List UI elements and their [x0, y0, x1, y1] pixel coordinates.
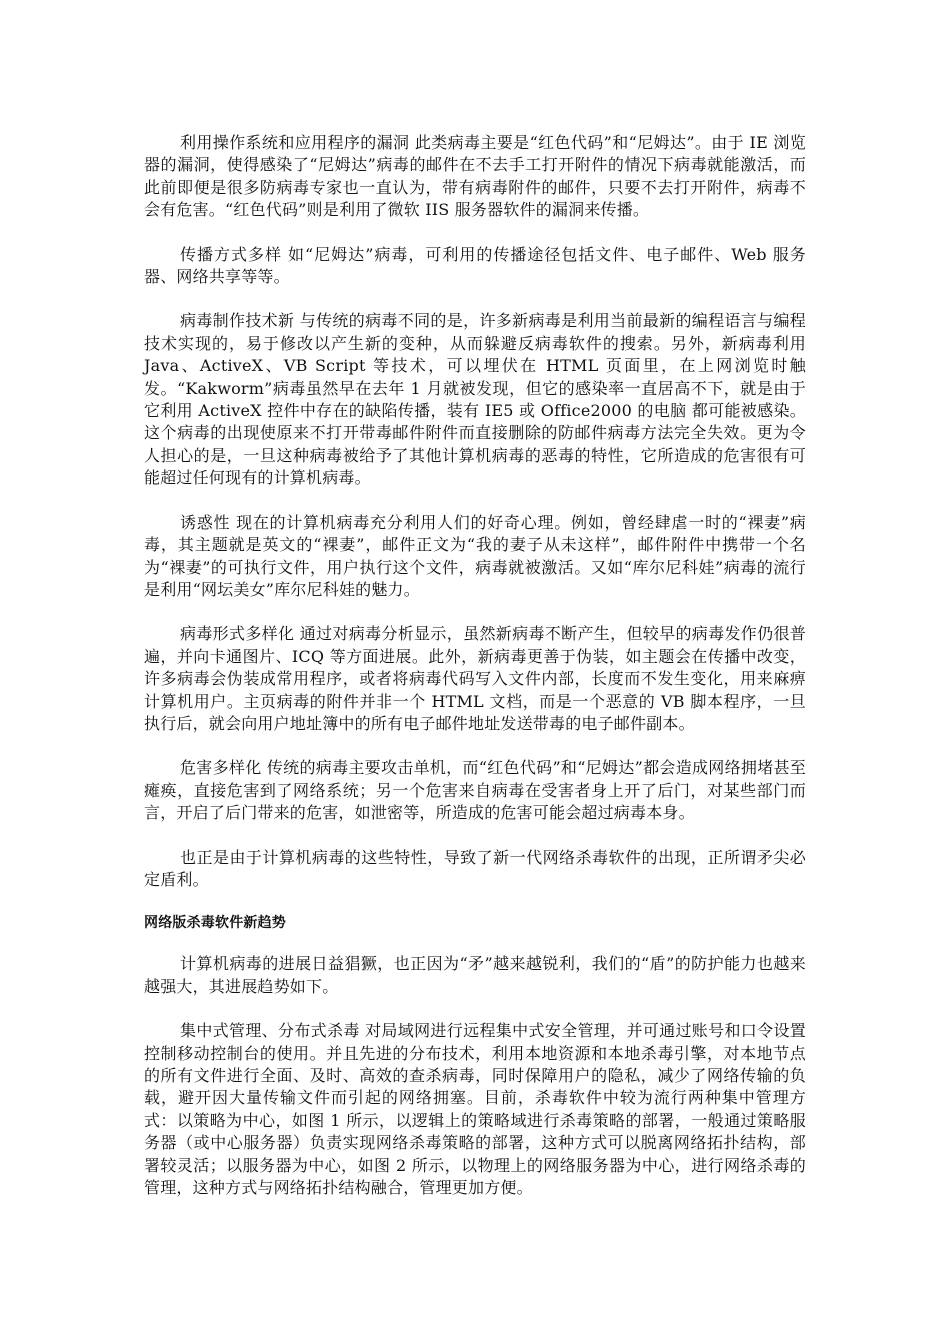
document-page	[144, 132, 806, 1221]
paragraph-trend-intro: 计算机病毒的进展日益猖獗，也正因为“矛”越来越锐利，我们的“盾”的防护能力也越来越强大，其进展趋势如下。	[144, 954, 806, 996]
paragraph-diverse-forms: 病毒形式多样化 通过对病毒分析显示，虽然新病毒不断产生，但较早的病毒发作仍很普遍，并向卡通图片、ICQ 等方面进展。此外，新病毒更善于伪装，如主题会在传播中改变，许多病毒会伪装成常用程序，或者将病毒代码写入文件内部，长度而不发生变化，用来麻痹计算机用户。主页病毒的附件并非一个 HTML 文档，而是一个恶意的 VB 脚本程序，一旦执行后，就会向用户地址簿中的所有电子邮件地址发送带毒的电子邮件副本。	[144, 624, 806, 733]
section-heading: 网络版杀毒软件新趋势	[144, 915, 286, 932]
paragraph-conclusion: 也正是由于计算机病毒的这些特性，导致了新一代网络杀毒软件的出现，正所谓矛尖必定盾利。	[144, 847, 806, 889]
paragraph-new-techniques: 病毒制作技术新 与传统的病毒不同的是，许多新病毒是利用当前最新的编程语言与编程技术实现的，易于修改以产生新的变种，从而躲避反病毒软件的搜索。另外，新病毒利用 Java、ActiveX、VB Script 等技术，可以埋伏在 HTML 页面里，在上网浏览时触发。“Kakworm”病毒虽然早在去年 1 月就被发现，但它的感染率一直居高不下，就是由于它利用 ActiveX 控件中存在的缺陷传播，装有 IE5 或 Office2000 的电脑 都可能被感染。这个病毒的出现使原来不打开带毒邮件附件而直接删除的防邮件病毒方法完全失效。更为令人担心的是，一旦这种病毒被给予了其他计算机病毒的恶毒的特性，它所造成的危害很有可能超过任何现有的计算机病毒。	[144, 311, 806, 488]
paragraph-spread-methods: 传播方式多样 如“尼姆达”病毒，可利用的传播途径包括文件、电子邮件、Web 服务器、网络共享等等。	[144, 244, 806, 287]
paragraph-diverse-harm: 危害多样化 传统的病毒主要攻击单机，而“红色代码”和“尼姆达”都会造成网络拥堵甚至瘫痪，直接危害到了网络系统；另一个危害来自病毒在受害者身上开了后门，对某些部门而言，开启了后门带来的危害，如泄密等，所造成的危害可能会超过病毒本身。	[144, 758, 806, 823]
paragraph-temptation: 诱惑性 现在的计算机病毒充分利用人们的好奇心理。例如，曾经肆虐一时的“裸妻”病毒，其主题就是英文的“裸妻”，邮件正文为“我的妻子从未这样”，邮件附件中携带一个名为“裸妻”的可执行文件，用户执行这个文件，病毒就被激活。又如“库尔尼科娃”病毒的流行是利用“网坛美女”库尔尼科娃的魅力。	[144, 512, 806, 599]
paragraph-centralized-management: 集中式管理、分布式杀毒 对局域网进行远程集中式安全管理，并可通过账号和口令设置控制移动控制台的使用。并且先进的分布技术，利用本地资源和本地杀毒引擎，对本地节点的所有文件进行全面、及时、高效的查杀病毒，同时保障用户的隐私，减少了网络传输的负载，避开因大量传输文件而引起的网络拥塞。目前，杀毒软件中较为流行两种集中管理方式：以策略为中心，如图 1 所示，以逻辑上的策略域进行杀毒策略的部署，一般通过策略服务器（或中心服务器）负责实现网络杀毒策略的部署，这种方式可以脱离网络拓扑结构，部署较灵活；以服务器为中心，如图 2 所示，以物理上的网络服务器为中心，进行网络杀毒的管理，这种方式与网络拓扑结构融合，管理更加方便。	[144, 1021, 806, 1198]
paragraph-vulnerability: 利用操作系统和应用程序的漏洞 此类病毒主要是“红色代码”和“尼姆达”。由于 IE 浏览器的漏洞，使得感染了“尼姆达”病毒的邮件在不去手工打开附件的情况下病毒就能激活，而此前即便是很多防病毒专家也一直认为，带有病毒附件的邮件，只要不去打开附件，病毒不会有危害。“红色代码”则是利用了微软 IIS 服务器软件的漏洞来传播。	[144, 133, 806, 220]
